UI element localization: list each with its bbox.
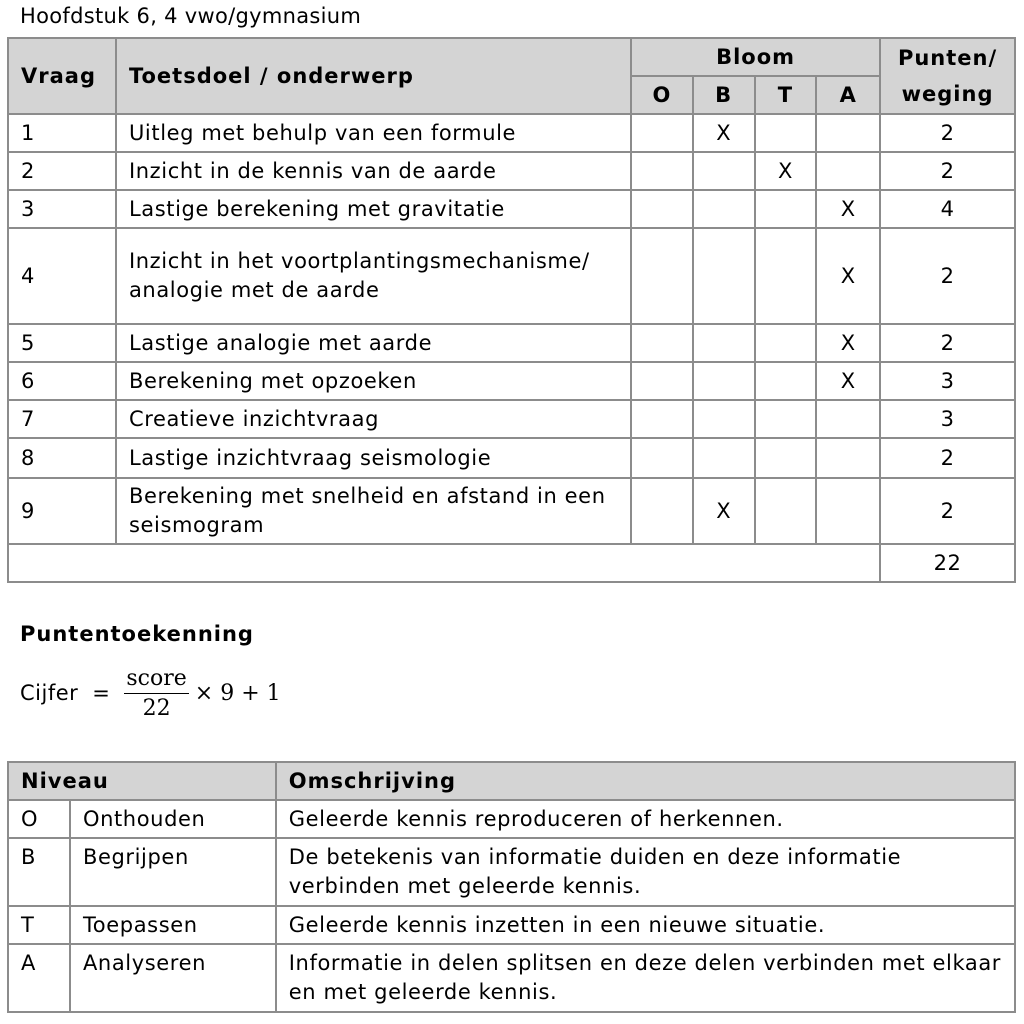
level-desc-cell: Geleerde kennis inzetten in een nieuwe situatie. <box>276 906 1015 944</box>
punten-cell: 2 <box>880 324 1015 362</box>
bloom-b-cell <box>693 438 755 478</box>
bloom-a-cell <box>816 400 880 438</box>
bloom-o-cell <box>631 190 693 228</box>
bloom-b-cell <box>693 362 755 400</box>
table-row <box>8 800 1015 838</box>
bloom-o-cell <box>631 478 693 544</box>
punten-cell: 2 <box>880 228 1015 324</box>
niveau-header: Niveau <box>8 762 276 800</box>
punten-cell: 4 <box>880 190 1015 228</box>
vraag-cell: 1 <box>8 114 116 152</box>
bloom-t-cell <box>755 324 817 362</box>
table-row <box>8 190 1015 228</box>
table-row <box>8 838 1015 906</box>
bloom-t-cell <box>755 114 817 152</box>
grade-formula <box>20 660 281 726</box>
formula-numerator: score <box>124 666 188 694</box>
level-name-cell: Begrijpen <box>70 838 276 906</box>
punten-header-line2: weging <box>901 82 994 106</box>
table-row <box>8 114 1015 152</box>
level-desc-cell: De betekenis van informatie duiden en deze informatie verbinden met geleerde kennis. <box>276 838 1015 906</box>
vraag-cell: 2 <box>8 152 116 190</box>
total-label-cell <box>8 544 880 582</box>
bloom-t-cell <box>755 478 817 544</box>
bloom-o-cell <box>631 400 693 438</box>
bloom-b-cell: X <box>693 114 755 152</box>
levels-header-row <box>8 762 1015 800</box>
level-name-cell: Onthouden <box>70 800 276 838</box>
level-desc-cell: Geleerde kennis reproduceren of herkennen. <box>276 800 1015 838</box>
formula-label: Cijfer <box>20 681 79 705</box>
bloom-b-cell <box>693 228 755 324</box>
bloom-o-cell <box>631 152 693 190</box>
formula-fraction <box>124 666 188 721</box>
bloom-a-cell <box>816 152 880 190</box>
bloom-t-cell: X <box>755 152 817 190</box>
onderwerp-cell: Berekening met opzoeken <box>116 362 631 400</box>
bloom-a-cell <box>816 478 880 544</box>
vraag-cell: 7 <box>8 400 116 438</box>
vraag-cell: 6 <box>8 362 116 400</box>
bloom-t-cell <box>755 400 817 438</box>
onderwerp-cell: Berekening met snelheid en afstand in een seismogram <box>116 478 631 544</box>
bloom-o-cell <box>631 324 693 362</box>
table-row <box>8 478 1015 544</box>
onderwerp-header: Toetsdoel / onderwerp <box>116 38 631 114</box>
bloom-t-cell <box>755 228 817 324</box>
table-row <box>8 400 1015 438</box>
bloom-a-header: A <box>816 76 880 114</box>
vraag-cell: 8 <box>8 438 116 478</box>
bloom-a-cell <box>816 114 880 152</box>
vraag-header: Vraag <box>8 38 116 114</box>
table-row <box>8 438 1015 478</box>
onderwerp-cell: Lastige inzichtvraag seismologie <box>116 438 631 478</box>
level-code-cell: B <box>8 838 70 906</box>
level-name-cell: Toepassen <box>70 906 276 944</box>
bloom-a-cell <box>816 438 880 478</box>
level-desc-cell: Informatie in delen splitsen en deze delen verbinden met elkaar en met geleerde kennis. <box>276 944 1015 1012</box>
level-name-cell: Analyseren <box>70 944 276 1012</box>
punten-cell: 2 <box>880 152 1015 190</box>
bloom-levels-table <box>7 761 1016 1013</box>
bloom-a-cell: X <box>816 362 880 400</box>
vraag-cell: 4 <box>8 228 116 324</box>
table-row <box>8 944 1015 1012</box>
bloom-b-cell <box>693 324 755 362</box>
header-row <box>8 38 1015 76</box>
onderwerp-cell: Uitleg met behulp van een formule <box>116 114 631 152</box>
level-code-cell: A <box>8 944 70 1012</box>
bloom-b-cell <box>693 400 755 438</box>
formula-equals: = <box>92 681 111 705</box>
bloom-header: Bloom <box>631 38 880 76</box>
bloom-b-cell <box>693 152 755 190</box>
table-row <box>8 228 1015 324</box>
vraag-cell: 9 <box>8 478 116 544</box>
formula-rest: × 9 + 1 <box>194 680 281 706</box>
bloom-b-cell: X <box>693 478 755 544</box>
toets-matrix-table <box>7 37 1016 583</box>
bloom-t-cell <box>755 438 817 478</box>
table-row <box>8 906 1015 944</box>
bloom-o-cell <box>631 228 693 324</box>
bloom-o-cell <box>631 114 693 152</box>
bloom-t-header: T <box>755 76 817 114</box>
scoring-title: Puntentoekenning <box>20 622 254 646</box>
table-row <box>8 362 1015 400</box>
punten-cell: 3 <box>880 400 1015 438</box>
total-row <box>8 544 1015 582</box>
bloom-o-cell <box>631 438 693 478</box>
level-code-cell: O <box>8 800 70 838</box>
total-points: 22 <box>880 544 1015 582</box>
punten-cell: 2 <box>880 438 1015 478</box>
bloom-o-cell <box>631 362 693 400</box>
bloom-a-cell: X <box>816 228 880 324</box>
vraag-cell: 3 <box>8 190 116 228</box>
punten-header <box>880 38 1015 114</box>
level-code-cell: T <box>8 906 70 944</box>
bloom-a-cell: X <box>816 190 880 228</box>
omschrijving-header: Omschrijving <box>276 762 1015 800</box>
bloom-t-cell <box>755 190 817 228</box>
bloom-a-cell: X <box>816 324 880 362</box>
punten-cell: 2 <box>880 114 1015 152</box>
table-row <box>8 324 1015 362</box>
onderwerp-cell: Inzicht in de kennis van de aarde <box>116 152 631 190</box>
vraag-cell: 5 <box>8 324 116 362</box>
onderwerp-cell: Creatieve inzichtvraag <box>116 400 631 438</box>
punten-cell: 2 <box>880 478 1015 544</box>
formula-denominator: 22 <box>142 695 171 721</box>
document-caption: Hoofdstuk 6, 4 vwo/gymnasium <box>20 4 362 28</box>
onderwerp-cell: Lastige analogie met aarde <box>116 324 631 362</box>
onderwerp-cell: Lastige berekening met gravitatie <box>116 190 631 228</box>
punten-cell: 3 <box>880 362 1015 400</box>
table-row <box>8 152 1015 190</box>
bloom-o-header: O <box>631 76 693 114</box>
onderwerp-cell: Inzicht in het voortplantingsmechanisme/ analogie met de aarde <box>116 228 631 324</box>
bloom-b-cell <box>693 190 755 228</box>
punten-header-line1: Punten/ <box>897 46 998 70</box>
bloom-t-cell <box>755 362 817 400</box>
bloom-b-header: B <box>693 76 755 114</box>
